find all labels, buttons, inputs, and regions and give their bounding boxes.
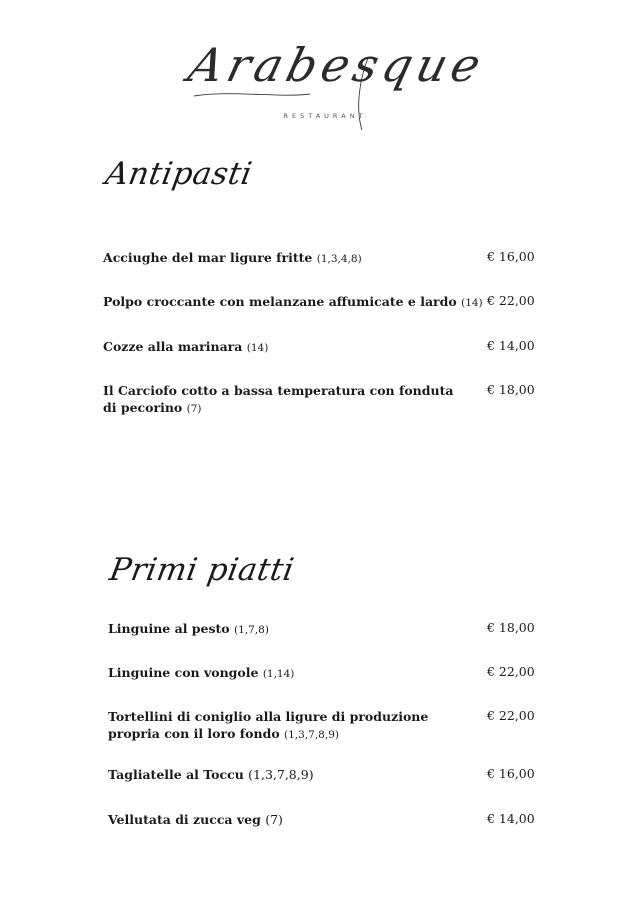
allergen-codes: (7)	[186, 403, 202, 415]
item-price: € 22,00	[487, 664, 535, 679]
item-price: € 22,00	[487, 293, 535, 308]
allergen-codes: (1,3,7,8,9)	[248, 767, 314, 782]
logo-subtitle: RESTAURANT	[283, 112, 367, 120]
restaurant-logo	[183, 38, 491, 138]
allergen-codes: (14)	[461, 297, 483, 309]
section-title-antipasti: Antipasti	[102, 156, 256, 192]
section-title-primi-piatti: Primi piatti	[106, 552, 298, 588]
logo-wordmark: Arabesque	[183, 38, 491, 92]
item-price: € 18,00	[487, 620, 535, 635]
item-name: Il Carciofo cotto a bassa temperatura con fonduta di pecorino	[103, 383, 454, 415]
item-price: € 18,00	[487, 382, 535, 397]
item-name: Linguine con vongole	[108, 665, 259, 680]
item-price: € 16,00	[487, 249, 535, 264]
item-name: Linguine al pesto	[108, 621, 230, 636]
allergen-codes: (1,14)	[262, 668, 295, 680]
item-price: € 14,00	[487, 811, 535, 826]
allergen-codes: (1,7,8)	[234, 624, 269, 636]
item-price: € 14,00	[487, 338, 535, 353]
item-price: € 22,00	[487, 708, 535, 723]
allergen-codes: (7)	[265, 812, 283, 827]
item-name: Cozze alla marinara	[103, 339, 243, 354]
allergen-codes: (1,3,4,8)	[316, 253, 362, 265]
item-name: Acciughe del mar ligure fritte	[103, 250, 313, 265]
item-name: Polpo croccante con melanzane affumicate e lardo	[103, 294, 457, 309]
item-name: Tortellini di coniglio alla ligure di produzione propria con il loro fondo	[108, 709, 429, 741]
item-name: Vellutata di zucca veg	[108, 812, 261, 827]
item-price: € 16,00	[487, 766, 535, 781]
allergen-codes: (1,3,7,8,9)	[284, 729, 339, 741]
allergen-codes: (14)	[246, 342, 269, 354]
item-name: Tagliatelle al Toccu	[108, 767, 244, 782]
